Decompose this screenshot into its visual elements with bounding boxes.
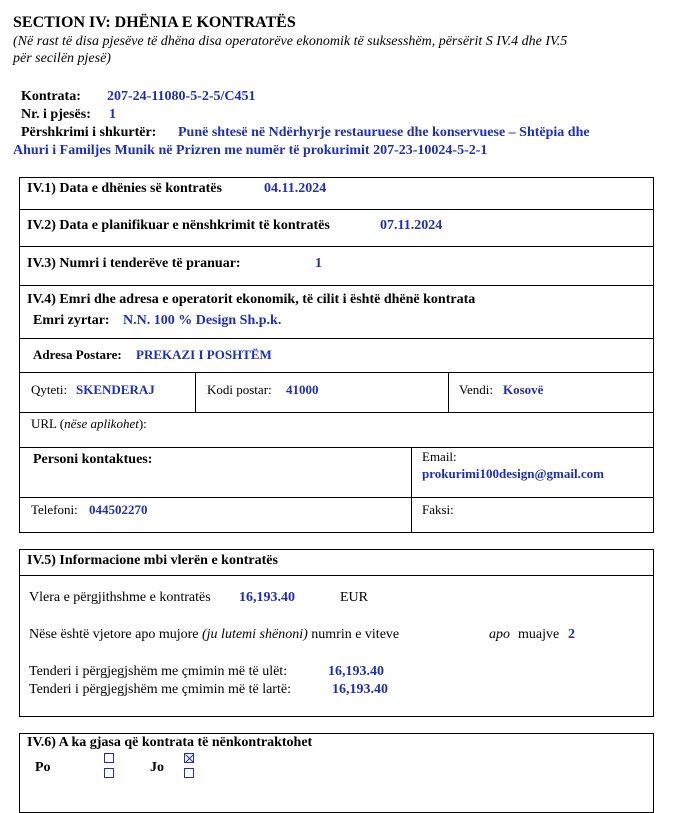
pjeses-label: Nr. i pjesës: bbox=[21, 107, 91, 122]
section-title: SECTION IV: DHËNIA E KONTRATËS bbox=[13, 14, 296, 31]
iv1-value: 04.11.2024 bbox=[264, 181, 327, 196]
jo-checkbox[interactable] bbox=[184, 768, 194, 778]
iv5-label: IV.5) Informacione mbi vlerën e kontratës bbox=[27, 553, 278, 568]
jo-checkbox-checked[interactable] bbox=[184, 753, 194, 763]
telefoni-label: Telefoni: bbox=[31, 502, 78, 517]
currency: EUR bbox=[340, 590, 368, 605]
email-value: prokurimi100design@gmail.com bbox=[422, 466, 604, 481]
kodi-value: 41000 bbox=[286, 382, 319, 397]
iv1-label: IV.1) Data e dhënies së kontratës bbox=[27, 181, 222, 196]
adresa-label: Adresa Postare: bbox=[33, 347, 122, 362]
po-label: Po bbox=[35, 760, 51, 775]
qyteti-label: Qyteti: bbox=[31, 382, 68, 397]
kontrata-value: 207-24-11080-5-2-5/C451 bbox=[107, 89, 256, 104]
kodi-label: Kodi postar: bbox=[207, 382, 272, 397]
kontrata-label: Kontrata: bbox=[21, 89, 81, 104]
iv6-label: IV.6) A ka gjasa që kontrata të nënkontraktohet bbox=[27, 735, 313, 750]
jo-label: Jo bbox=[150, 760, 164, 775]
iv3-label: IV.3) Numri i tenderëve të pranuar: bbox=[27, 256, 241, 271]
iv4-label: IV.4) Emri dhe adresa e operatorit ekonomik, të cilit i është dhënë kontrata bbox=[27, 292, 476, 307]
url-label: URL (nëse aplikohet): bbox=[31, 416, 147, 431]
section-note-line2: për secilën pjesë) bbox=[13, 51, 111, 66]
section-note-line1: (Në rast të disa pjesëve të dhëna disa operatorëve ekonomik të suksesshëm, përsërit S IV.4 dhe IV.5 bbox=[13, 34, 568, 49]
po-checkbox[interactable] bbox=[104, 768, 114, 778]
adresa-value: PREKAZI I POSHTËM bbox=[136, 347, 272, 362]
email-label: Email: bbox=[422, 449, 457, 464]
po-checkbox-top[interactable] bbox=[104, 753, 114, 763]
emri-value: N.N. 100 % Design Sh.p.k. bbox=[123, 313, 282, 328]
pjeses-value: 1 bbox=[109, 107, 116, 122]
emri-label: Emri zyrtar: bbox=[33, 313, 110, 328]
faksi-label: Faksi: bbox=[422, 502, 454, 517]
kohezgjatja-line: Nëse është vjetore apo mujore (ju lutemi shënoni) numrin e viteve bbox=[29, 627, 400, 642]
ulet-value: 16,193.40 bbox=[328, 664, 384, 679]
vendi-label: Vendi: bbox=[459, 382, 493, 397]
muajve-text: muajve bbox=[518, 627, 560, 642]
ulet-label: Tenderi i përgjegjshëm me çmimin më të ulët: bbox=[29, 664, 288, 679]
pershkrimi-label: Përshkrimi i shkurtër: bbox=[21, 125, 157, 140]
personi-label: Personi kontaktues: bbox=[33, 452, 153, 467]
pershkrimi-value-line1: Punë shtesë në Ndërhyrje restauruese dhe konservuese – Shtëpia dhe bbox=[178, 125, 590, 140]
pershkrimi-value-line2: Ahuri i Familjes Munik në Prizren me numër të prokurimit 207-23-10024-5-2-1 bbox=[13, 143, 488, 158]
larte-value: 16,193.40 bbox=[332, 682, 388, 697]
vlera-value: 16,193.40 bbox=[239, 590, 295, 605]
iv2-value: 07.11.2024 bbox=[380, 218, 443, 233]
larte-label: Tenderi i përgjegjshëm me çmimin më të lartë: bbox=[29, 682, 291, 697]
apo-text: apo bbox=[489, 627, 510, 642]
muajve-value: 2 bbox=[568, 627, 575, 642]
iv2-label: IV.2) Data e planifikuar e nënshkrimit të kontratës bbox=[27, 218, 330, 233]
iv3-value: 1 bbox=[315, 256, 322, 271]
vendi-value: Kosovë bbox=[503, 382, 544, 397]
telefoni-value: 044502270 bbox=[89, 502, 148, 517]
vlera-label: Vlera e përgjithshme e kontratës bbox=[29, 590, 211, 605]
qyteti-value: SKENDERAJ bbox=[76, 382, 155, 397]
